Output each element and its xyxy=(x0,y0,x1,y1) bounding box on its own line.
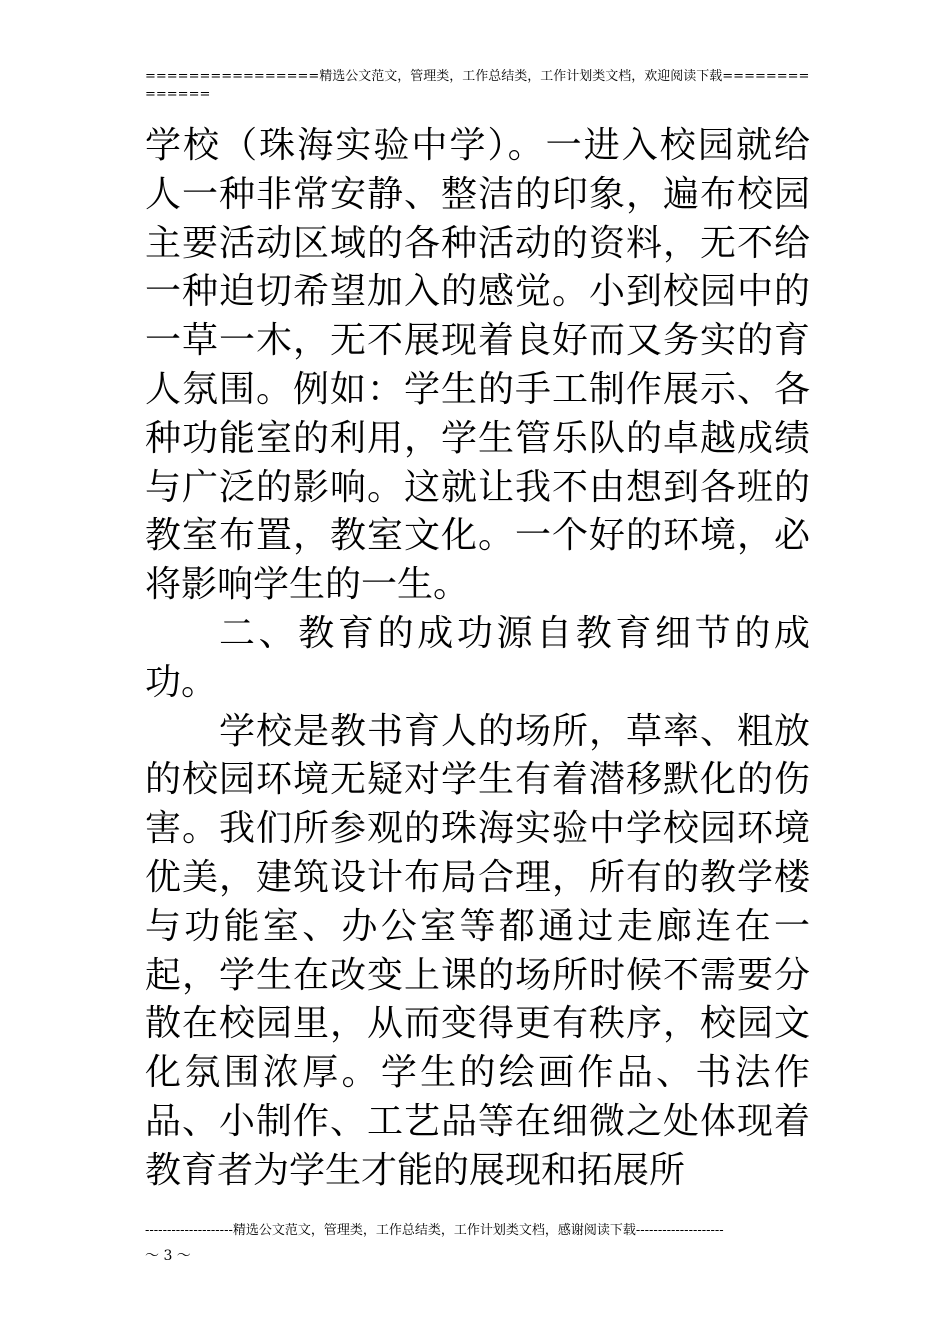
page-header: ================精选公文范文，管理类，工作总结类，工作计划类文档，欢迎阅读下载============== xyxy=(145,69,810,102)
page-number: ～ 3 ～ xyxy=(145,1248,191,1264)
paragraph-1: 学校（珠海实验中学）。一进入校园就给人一种非常安静、整洁的印象，遍布校园主要活动区域的各种活动的资料，无不给一种迫切希望加入的感觉。小到校园中的一草一木，无不展现着良好而又务实的育人氛围。例如：学生的手工制作展示、各种功能室的利用，学生管乐队的卓越成绩与广泛的影响。这就让我不由想到各班的教室布置，教室文化。一个好的环境，必将影响学生的一生。 xyxy=(145,125,810,606)
paragraph-2-heading: 二、教育的成功源自教育细节的成功。 xyxy=(145,612,810,703)
document-body xyxy=(145,122,810,1196)
page-footer: --------------------精选公文范文，管理类，工作总结类，工作计划类文档，感谢阅读下载-------------------- xyxy=(145,1223,724,1238)
paragraph-3: 学校是教书育人的场所，草率、粗放的校园环境无疑对学生有着潜移默化的伤害。我们所参观的珠海实验中学校园环境优美，建筑设计布局合理，所有的教学楼与功能室、办公室等都通过走廊连在一起，学生在改变上课的场所时候不需要分散在校园里，从而变得更有秩序，校园文化氛围浓厚。学生的绘画作品、书法作品、小制作、工艺品等在细微之处体现着教育者为学生才能的展现和拓展所 xyxy=(145,710,810,1191)
